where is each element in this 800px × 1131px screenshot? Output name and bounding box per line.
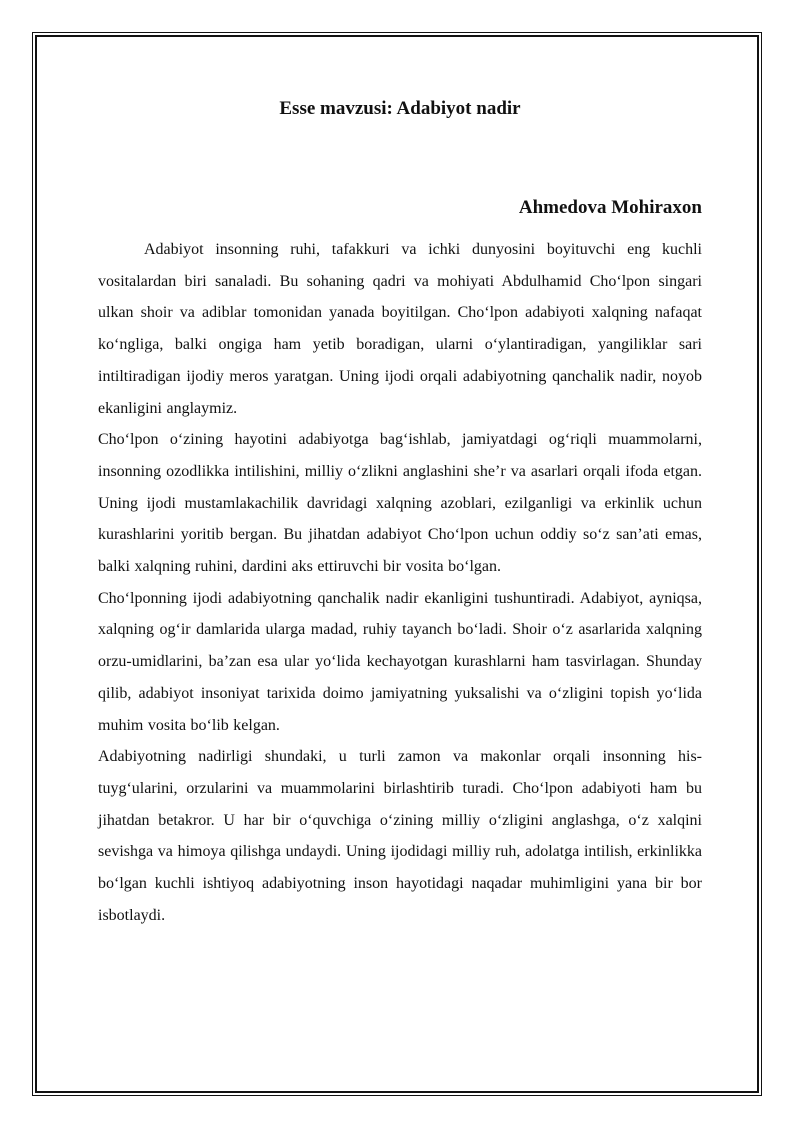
paragraph-2: Cho‘lpon o‘zining hayotini adabiyotga bag‘ishlab, jamiyatdagi og‘riqli muammolarni, insonning ozodlikka intilishini, milliy o‘zlikni anglashini she’r va asarlari orqali ifoda etgan. Uning ijodi mustamlakachilik davridagi xalqning azoblari, ezilganligi va erkinlik uchun kurashlarini yoritib bergan. Bu jihatdan adabiyot Cho‘lpon uchun oddiy so‘z san’ati emas, balki xalqning ruhini, dardini aks ettiruvchi bir vosita bo‘lgan. [98,431,702,576]
author-name: Ahmedova Mohiraxon [518,197,702,218]
paragraph-3: Cho‘lponning ijodi adabiyotning qanchalik nadir ekanligini tushuntiradi. Adabiyot, ayniqsa, xalqning og‘ir damlarida ularga madad, ruhiy tayanch bo‘ladi. Shoir o‘z asarlarida xalqning orzu-umidlarini, ba’zan esa ular yo‘lida kechayotgan kurashlarni ham tasvirlagan. Shunday qilib, adabiyot insoniyat tarixida doimo jamiyatning yuksalishi va o‘zligini topish yo‘lida muhim vosita bo‘lib kelgan. [98,589,702,734]
document-body [98,95,702,931]
paragraph-1: Adabiyot insonning ruhi, tafakkuri va ichki dunyosini boyituvchi eng kuchli vositalardan biri sanaladi. Bu sohaning qadri va mohiyati Abdulhamid Cho‘lpon singari ulkan shoir va adiblar tomonidan yanada boyitilgan. Cho‘lpon adabiyoti xalqning nafaqat ko‘ngliga, balki ongiga ham yetib boradigan, ularni o‘ylantiradigan, yangiliklar sari intiltiradigan ijodiy meros yaratgan. Uning ijodi orqali adabiyotning qanchalik nadir, noyob ekanligini anglaymiz. [98,241,702,417]
essay-title: Esse mavzusi: Adabiyot nadir [279,98,521,119]
paragraph-4: Adabiyotning nadirligi shundaki, u turli zamon va makonlar orqali insonning his-tuyg‘ularini, orzularini va muammolarini birlashtirib turadi. Cho‘lpon adabiyoti ham bu jihatdan betakror. U har bir o‘quvchiga o‘zining milliy o‘zligini anglashga, o‘z xalqini sevishga va himoya qilishga undaydi. Uning ijodidagi milliy ruh, adolatga intilish, erkinlikka bo‘lgan kuchli ishtiyoq adabiyotning inson hayotidagi naqadar muhimligini yana bir bor isbotlaydi. [98,748,702,924]
